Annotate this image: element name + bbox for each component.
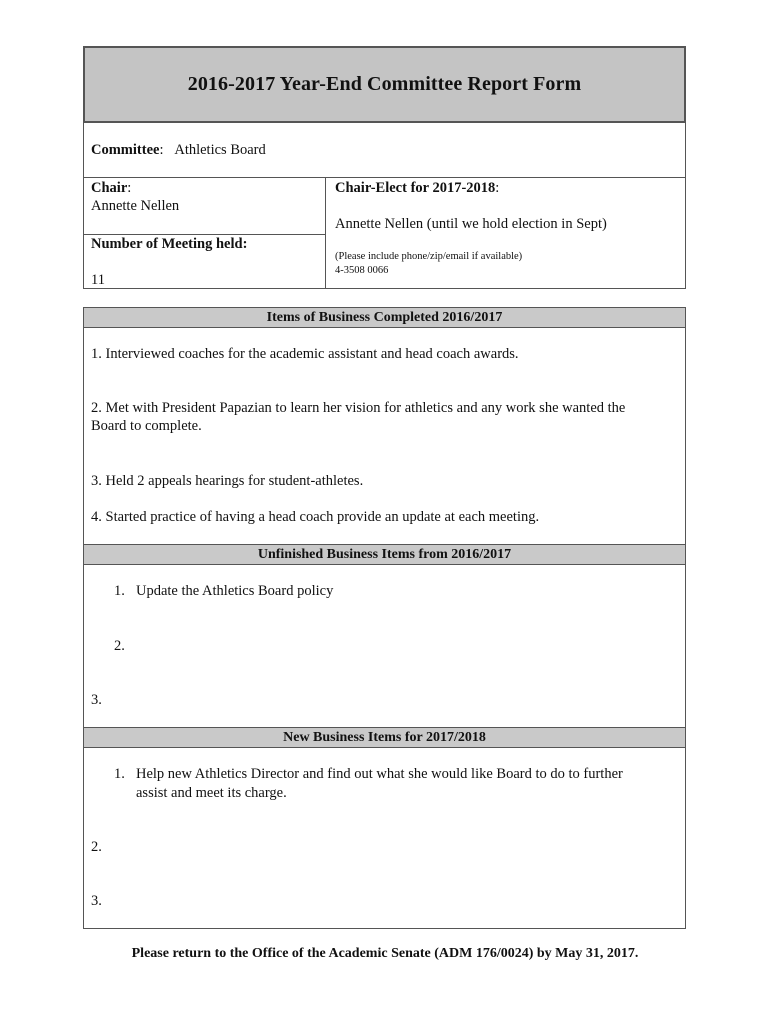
committee-value: Athletics Board (174, 142, 266, 158)
completed-item-4: 4. Started practice of having a head coach provide an update at each meeting. (91, 509, 540, 525)
chair-elect-phone: 4-3508 0066 (335, 265, 389, 276)
colon: : (159, 142, 175, 158)
completed-item-2-line-1: 2. Met with President Papazian to learn her vision for athletics and any work she wanted the (91, 400, 626, 416)
chair-elect-field (335, 180, 499, 197)
title-banner (83, 46, 686, 123)
meetings-value: 11 (91, 272, 105, 288)
divider (325, 177, 326, 288)
chair-elect-label: Chair-Elect for 2017-2018 (335, 180, 496, 196)
divider (84, 234, 325, 235)
unfinished-item-1-number: 1. (114, 583, 125, 599)
unfinished-item-1-text: Update the Athletics Board policy (136, 583, 334, 599)
completed-item-3: 3. Held 2 appeals hearings for student-athletes. (91, 473, 364, 489)
completed-heading: Items of Business Completed 2016/2017 (84, 308, 685, 328)
chair-label: Chair (91, 180, 128, 196)
completed-item-1: 1. Interviewed coaches for the academic assistant and head coach awards. (91, 346, 519, 362)
completed-section (83, 307, 686, 545)
chair-elect-note: (Please include phone/zip/email if available) (335, 251, 523, 262)
chair-field (91, 180, 131, 197)
colon: : (495, 180, 500, 196)
form-title: 2016-2017 Year-End Committee Report Form (187, 73, 582, 95)
committee-info-box (83, 121, 686, 289)
new-business-item-1-line-2: assist and meet its charge. (136, 785, 287, 801)
unfinished-section (83, 544, 686, 728)
committee-field (91, 142, 266, 159)
new-business-heading: New Business Items for 2017/2018 (84, 728, 685, 748)
colon: : (127, 180, 132, 196)
unfinished-item-3-number: 3. (91, 692, 102, 708)
chair-elect-value: Annette Nellen (until we hold election in Sept) (335, 216, 607, 232)
unfinished-item-2-number: 2. (114, 638, 125, 654)
new-business-section (83, 727, 686, 929)
chair-value: Annette Nellen (91, 198, 180, 214)
unfinished-heading: Unfinished Business Items from 2016/2017 (84, 545, 685, 565)
divider (84, 177, 685, 178)
new-business-item-2-number: 2. (91, 839, 102, 855)
new-business-item-1-line-1: Help new Athletics Director and find out what she would like Board to do to further (136, 766, 623, 782)
new-business-item-3-number: 3. (91, 893, 102, 909)
new-business-item-1-number: 1. (114, 766, 125, 782)
meetings-label: Number of Meeting held: (91, 236, 248, 252)
return-instructions: Please return to the Office of the Academic Senate (ADM 176/0024) by May 31, 2017. (131, 946, 639, 961)
committee-label: Committee (91, 142, 160, 158)
completed-item-2-line-2: Board to complete. (91, 418, 202, 434)
